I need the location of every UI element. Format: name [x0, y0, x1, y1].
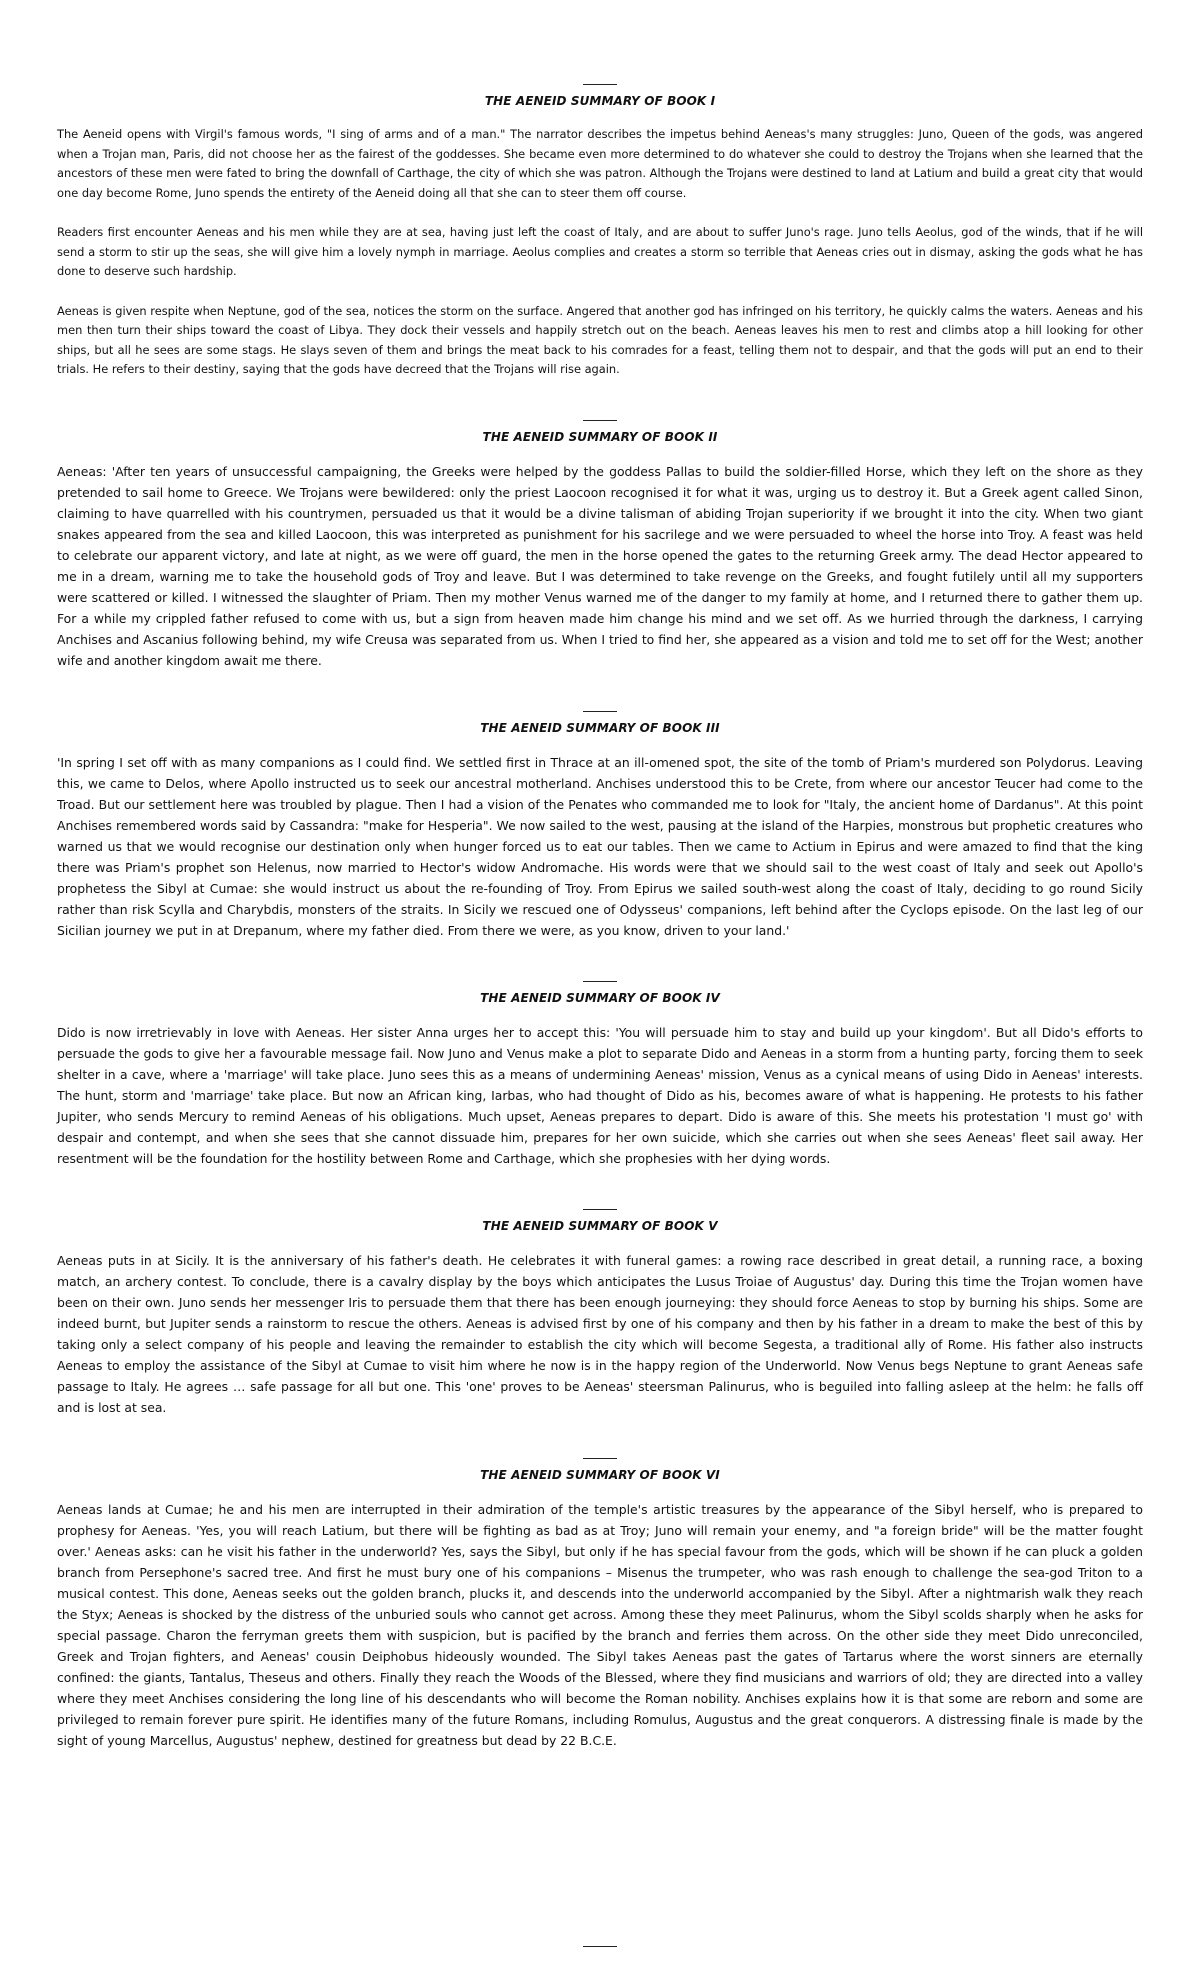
book-2-heading: THE AENEID SUMMARY OF BOOK II [482, 429, 718, 444]
section-divider [583, 420, 617, 421]
book-5-section [57, 1209, 1143, 1418]
book-6-heading: THE AENEID SUMMARY OF BOOK VI [480, 1467, 720, 1482]
book-3-paragraph: 'In spring I set off with as many companions as I could find. We settled first in Thrace at an ill-omened spot, the site of the tomb of Priam's murdered son Polydorus. Leaving this, we came to Delos, where Apollo instructed us to seek our ancestral motherland. Anchises understood this to be Crete, from where our ancestor Teucer had come to the Troad. But our settlement here was troubled by plague. Then I had a vision of the Penates who commanded me to look for "Italy, the ancient home of Dardanus". At this point Anchises remembered words said by Cassandra: "make for Hesperia". We now sailed to the west, pausing at the island of the Harpies, monstrous but prophetic creatures who warned us that we would recognise our destination only when hunger forced us to eat our tables. Then we came to Actium in Epirus and were amazed to find that the king there was Priam's prophet son Helenus, now married to Hector's widow Andromache. His words were that we should sail to the west coast of Italy and seek out Apollo's prophetess the Sibyl at Cumae: she would instruct us about the re-founding of Troy. From Epirus we sailed south-west along the coast of Italy, deciding to go round Sicily rather than risk Scylla and Charybdis, monsters of the straits. In Sicily we rescued one of Odysseus' companions, left behind after the Cyclops episode. On the last leg of our Sicilian journey we put in at Drepanum, where my father died. From there we were, as you know, driven to your land.' [57, 754, 1143, 938]
book-1-paragraph-1: The Aeneid opens with Virgil's famous words, "I sing of arms and of a man." The narrator describes the impetus behind Aeneas's many struggles: Juno, Queen of the gods, was angered when a Trojan man, Paris, did not choose her as the fairest of the goddesses. She became even more determined to do whatever she could to destroy the Trojans when she learned that the ancestors of these men were fated to bring the downfall of Carthage, the city of which she was patron. Although the Trojans were destined to land at Latium and build a great city that would one day become Rome, Juno spends the entirety of the Aeneid doing all that she can to steer them off course. [57, 127, 1143, 200]
section-divider [583, 84, 617, 85]
book-5-paragraph: Aeneas puts in at Sicily. It is the anniversary of his father's death. He celebrates it with funeral games: a rowing race described in great detail, a running race, a boxing match, an archery contest. To conclude, there is a cavalry display by the boys which anticipates the Lusus Troiae of Augustus' day. During this time the Trojan women have been on their own. Juno sends her messenger Iris to persuade them that there has been enough journeying: they should force Aeneas to stop by burning his ships. Some are indeed burnt, but Jupiter sends a rainstorm to rescue the others. Aeneas is advised first by one of his company and then by his father in a dream to make the best of this by taking only a select company of his people and leaving the remainder to establish the city which will become Segesta, a traditional ally of Rome. His father also instructs Aeneas to employ the assistance of the Sibyl at Cumae to visit him where he now is in the happy region of the Underworld. Now Venus begs Neptune to grant Aeneas safe passage to Italy. He agrees … safe passage for all but one. This 'one' proves to be Aeneas' steersman Palinurus, who is beguiled into falling asleep at the helm: he falls off and is lost at sea. [57, 1252, 1143, 1415]
book-4-heading: THE AENEID SUMMARY OF BOOK IV [480, 990, 720, 1005]
document-page [57, 84, 1143, 1791]
book-1-paragraph-2: Readers first encounter Aeneas and his men while they are at sea, having just left the coast of Italy, and are about to suffer Juno's rage. Juno tells Aeolus, god of the winds, that if he will send a storm to stir up the seas, she will give him a lovely nymph in marriage. Aeolus complies and creates a storm so terrible that Aeneas cries out in dismay, asking the gods what he has done to deserve such hardship. [57, 225, 1143, 278]
section-divider [583, 1209, 617, 1210]
book-1-paragraph-3: Aeneas is given respite when Neptune, god of the sea, notices the storm on the surface. Angered that another god has infringed on his territory, he quickly calms the waters. Aeneas and his men then turn their ships toward the coast of Libya. They dock their vessels and happily stretch out on the beach. Aeneas leaves his men to rest and climbs atop a hill looking for other ships, but all he sees are some stags. He slays seven of them and brings the meat back to his comrades for a feast, telling them not to despair, and that the gods will put an end to their trials. He refers to their destiny, saying that the gods have decreed that the Trojans will rise again. [57, 303, 1143, 376]
book-2-paragraph: Aeneas: 'After ten years of unsuccessful campaigning, the Greeks were helped by the goddess Pallas to build the soldier-filled Horse, which they left on the shore as they pretended to sail home to Greece. We Trojans were bewildered: only the priest Laocoon recognised it for what it was, urging us to destroy it. But a Greek agent called Sinon, claiming to have quarrelled with his countrymen, persuaded us that it would be a divine talisman of abiding Trojan superiority if we brought it into the city. When two giant snakes appeared from the sea and killed Laocoon, this was interpreted as punishment for his sacrilege and we were persuaded to wheel the horse into Troy. A feast was held to celebrate our apparent victory, and late at night, as we were off guard, the men in the horse opened the gates to the returning Greek army. The dead Hector appeared to me in a dream, warning me to take the household gods of Troy and leave. But I was determined to take revenge on the Greeks, and fought futilely until all my supporters were scattered or killed. I witnessed the slaughter of Priam. Then my mother Venus warned me of the danger to my family at home, and I returned there to gather them up. For a while my crippled father refused to come with us, but a sign from heaven made him change his mind and we set off. As we hurried through the darkness, I carrying Anchises and Ascanius following behind, my wife Creusa was separated from us. When I tried to find her, she appeared as a vision and told me to set off for the West; another wife and another kingdom await me there. [57, 463, 1143, 668]
book-1-section [57, 84, 1143, 380]
book-3-section [57, 711, 1143, 941]
book-3-heading: THE AENEID SUMMARY OF BOOK III [480, 720, 720, 735]
section-divider [583, 1458, 617, 1459]
book-4-section [57, 981, 1143, 1169]
book-6-section [57, 1458, 1143, 1751]
section-divider [583, 711, 617, 712]
book-5-heading: THE AENEID SUMMARY OF BOOK V [482, 1218, 718, 1233]
book-1-heading: THE AENEID SUMMARY OF BOOK I [484, 94, 716, 108]
section-divider [583, 981, 617, 982]
book-6-paragraph: Aeneas lands at Cumae; he and his men are interrupted in their admiration of the temple's artistic treasures by the appearance of the Sibyl herself, who is prepared to prophesy for Aeneas. 'Yes, you will reach Latium, but there will be fighting as bad as at Troy; Juno will remain your enemy, and "a foreign bride" will be the matter fought over.' Aeneas asks: can he visit his father in the underworld? Yes, says the Sibyl, but only if he has special favour from the gods, which will be shown if he can pluck a golden branch from Persephone's sacred tree. And first he must bury one of his companions – Misenus the trumpeter, who was rash enough to challenge the sea-god Triton to a musical contest. This done, Aeneas seeks out the golden branch, plucks it, and descends into the underworld accompanied by the Sibyl. After a nightmarish walk they reach the Styx; Aeneas is shocked by the distress of the unburied souls who cannot get across. Among these they meet Palinurus, whom the Sibyl scolds sharply when he asks for special passage. Charon the ferryman greets them with suspicion, but is pacified by the branch and ferries them across. On the other side they meet Dido unreconciled, Greek and Trojan fighters, and Aeneas' cousin Deiphobus hideously wounded. The Sibyl takes Aeneas past the gates of Tartarus where the worst sinners are eternally confined: the giants, Tantalus, Theseus and others. Finally they reach the Woods of the Blessed, where they find musicians and warriors of old; they are directed into a valley where they meet Anchises considering the long line of his descendants who will become the Roman nobility. Anchises explains how it is that some are reborn and some are privileged to remain forever pure spirit. He identifies many of the future Romans, including Romulus, Augustus and the great conquerors. A distressing finale is made by the sight of young Marcellus, Augustus' nephew, destined for greatness but dead by 22 B.C.E. [57, 1501, 1143, 1748]
footer-divider [583, 1946, 617, 1947]
book-4-paragraph: Dido is now irretrievably in love with Aeneas. Her sister Anna urges her to accept this: 'You will persuade him to stay and build up your kingdom'. But all Dido's efforts to persuade the gods to give her a favourable message fail. Now Juno and Venus make a plot to separate Dido and Aeneas in a storm from a hunting party, forcing them to seek shelter in a cave, where a 'marriage' will take place. Juno sees this as a means of undermining Aeneas' mission, Venus as a cynical means of using Dido in Aeneas' interests. The hunt, storm and 'marriage' take place. But now an African king, Iarbas, who had thought of Dido as his, becomes aware of what is happening. He protests to his father Jupiter, who sends Mercury to remind Aeneas of his obligations. Much upset, Aeneas prepares to depart. Dido is aware of this. She meets his protestation 'I must go' with despair and contempt, and when she sees that she cannot dissuade him, prepares for her own suicide, which she carries out when she sees Aeneas' fleet sail away. Her resentment will be the foundation for the hostility between Rome and Carthage, which she prophesies with her dying words. [57, 1024, 1143, 1166]
book-2-section [57, 420, 1143, 671]
